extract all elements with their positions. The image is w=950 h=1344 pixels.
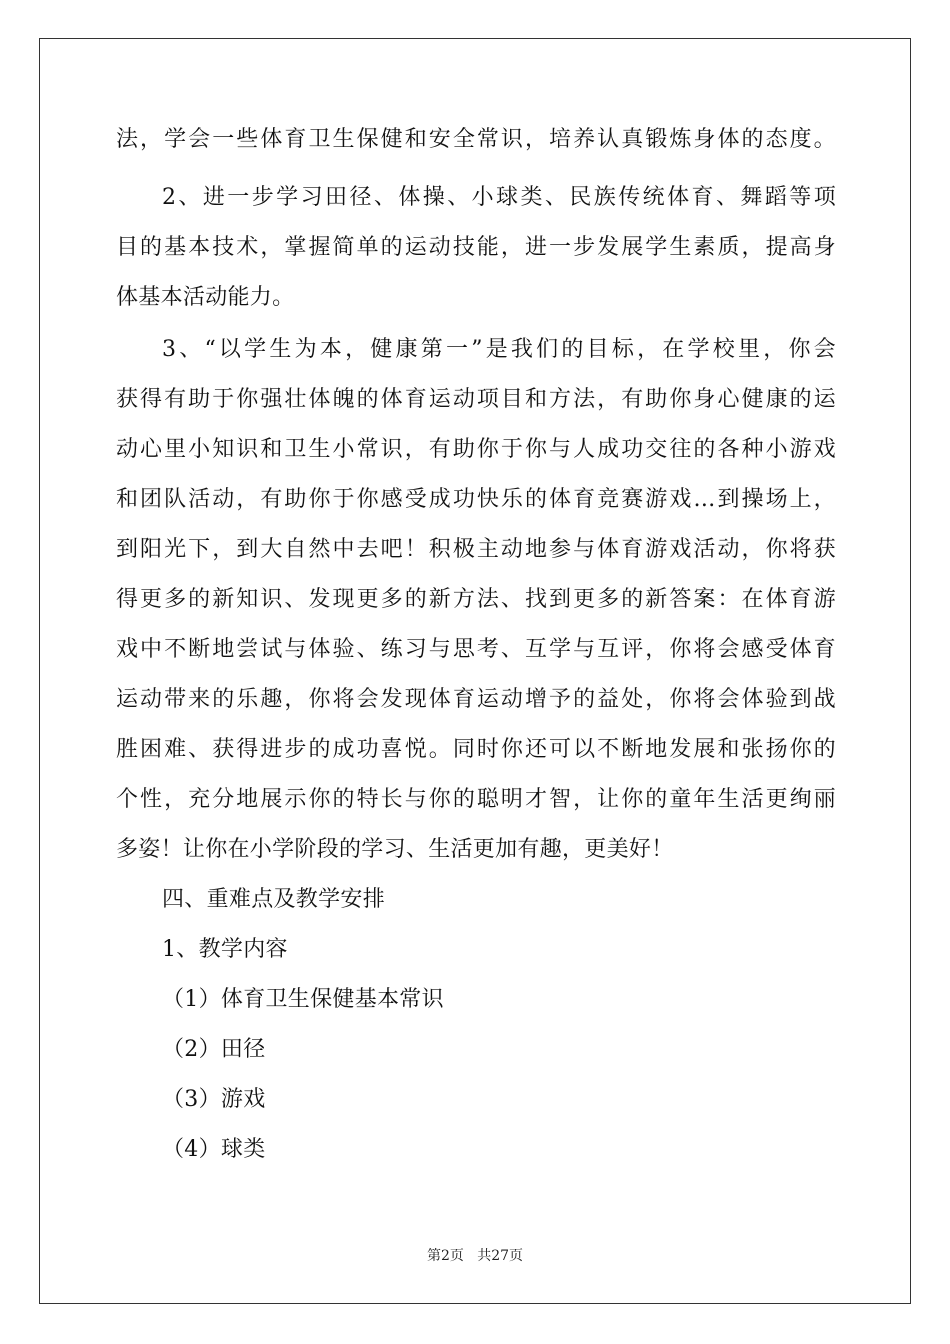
text-line: 体基本活动能力。 (116, 285, 295, 310)
text-line: 目的基本技术，掌握简单的运动技能，进一步发展学生素质，提高身 (116, 235, 836, 260)
text-line: 胜困难、获得进步的成功喜悦。同时你还可以不断地发展和张扬你的 (116, 737, 836, 762)
list-item: （2）田径 (162, 1037, 266, 1062)
text-line: 动心里小知识和卫生小常识，有助你于你与人成功交往的各种小游戏 (116, 437, 836, 462)
text-line: 得更多的新知识、发现更多的新方法、找到更多的新答案：在体育游 (116, 587, 836, 612)
section-heading: 四、重难点及教学安排 (162, 887, 386, 912)
subsection-heading: 1、教学内容 (162, 937, 288, 962)
list-item: （4）球类 (162, 1137, 266, 1162)
text-line: 多姿！让你在小学阶段的学习、生活更加有趣，更美好！ (116, 837, 674, 862)
text-line: 获得有助于你强壮体魄的体育运动项目和方法，有助你身心健康的运 (116, 387, 836, 412)
text-line: 到阳光下，到大自然中去吧！积极主动地参与体育游戏活动，你将获 (116, 537, 836, 562)
text-line: 3、“以学生为本，健康第一”是我们的目标，在学校里，你会 (162, 337, 836, 362)
text-line: 2、进一步学习田径、体操、小球类、民族传统体育、舞蹈等项 (162, 185, 836, 210)
text-line: 法，学会一些体育卫生保健和安全常识，培养认真锻炼身体的态度。 (116, 127, 836, 152)
page-number-footer: 第2页 共27页 (426, 1248, 524, 1264)
text-line: 个性，充分地展示你的特长与你的聪明才智，让你的童年生活更绚丽 (116, 787, 836, 812)
text-line: 和团队活动，有助你于你感受成功快乐的体育竞赛游戏…到操场上， (116, 487, 836, 512)
list-item: （3）游戏 (162, 1087, 266, 1112)
text-line: 戏中不断地尝试与体验、练习与思考、互学与互评，你将会感受体育 (116, 637, 836, 662)
text-line: 运动带来的乐趣，你将会发现体育运动增予的益处，你将会体验到战 (116, 687, 836, 712)
list-item: （1）体育卫生保健基本常识 (162, 987, 444, 1012)
